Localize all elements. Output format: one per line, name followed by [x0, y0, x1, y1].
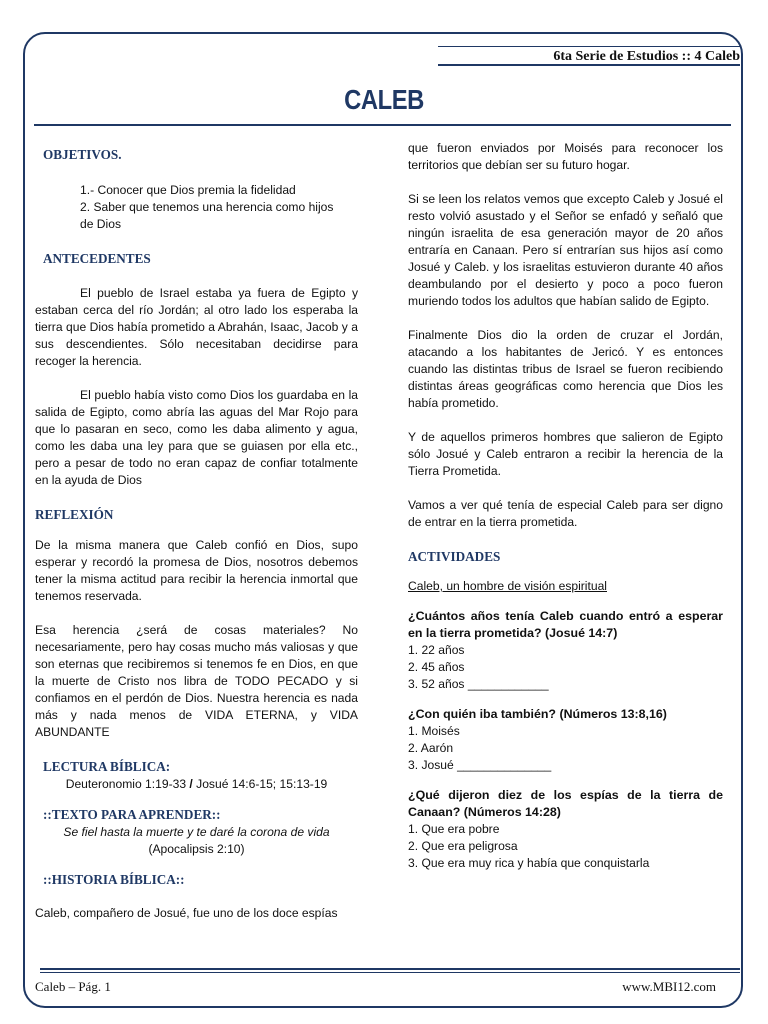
- footer-rule-thin: [40, 972, 740, 973]
- question-2: ¿Con quién iba también? (Números 13:8,16): [408, 707, 667, 721]
- question-3: ¿Qué dijeron diez de los espías de la tierra de Canaan? (Números 14:28): [408, 788, 723, 819]
- footer-website[interactable]: www.MBI12.com: [622, 979, 716, 994]
- objetivo-2: 2. Saber que tenemos una herencia como hijos de Dios: [80, 200, 334, 231]
- left-column: [35, 140, 358, 922]
- right-column: [408, 140, 723, 872]
- objetivo-1: 1.- Conocer que Dios premia la fidelidad: [80, 183, 296, 197]
- footer-page-label: Caleb – Pág. 1: [35, 979, 111, 994]
- question-2-option: 2. Aarón: [408, 741, 454, 755]
- question-3-option: 2. Que era peligrosa: [408, 839, 518, 853]
- memory-verse-reference: (Apocalipsis 2:10): [148, 842, 245, 856]
- historia-heading: ::HISTORIA BÍBLICA::: [43, 872, 185, 887]
- reflexion-paragraph-2: Esa herencia ¿será de cosas materiales? No necesariamente, pero hay cosas mucho más valiosas y que son eternas que recibiremos si tenemos fe en Dios, en que la muerte de Cristo nos libra de TODO PECADO y si confiamos en el perdón de Dios. Nuestra herencia es nada más y nada menos de VIDA ETERNA, y VIDA ABUNDANTE: [35, 623, 358, 739]
- series-header: 6ta Serie de Estudios :: 4 Caleb: [438, 46, 740, 66]
- historia-paragraph-3: Si se leen los relatos vemos que excepto Caleb y Josué el resto volvió asustado y el Señor se enfadó y señaló que ningún israelita de esa generación mayor de 20 años entraría en Canaan. Pero sí entrarían sus hijos así como Josué y Caleb. y los israelitas estuvieron durante 40 años deambulando por el desierto y poco a poco fueron muriendo todos los adultos que habían salido de Egipto.: [408, 192, 723, 308]
- title-rule: [34, 124, 731, 126]
- question-2-option: 1. Moisés: [408, 724, 460, 738]
- historia-paragraph-6: Vamos a ver qué tenía de especial Caleb para ser digno de entrar en la tierra prometida.: [408, 498, 723, 529]
- antecedentes-heading: ANTECEDENTES: [43, 251, 151, 266]
- footer-rule: [40, 968, 740, 970]
- memory-verse: Se fiel hasta la muerte y te daré la corona de vida: [63, 825, 330, 839]
- question-2-option: 3. Josué ______________: [408, 758, 552, 772]
- historia-paragraph-1: Caleb, compañero de Josué, fue uno de los doce espías: [35, 906, 338, 920]
- lectura-references: [35, 776, 358, 793]
- question-3-option: 3. Que era muy rica y había que conquistarla: [408, 856, 650, 870]
- antecedentes-paragraph-2: El pueblo había visto como Dios los guardaba en la salida de Egipto, como abría las aguas del Mar Rojo para que lo pasaran en seco, como les daba alimento y agua, como les daba una ley para que se guiasen por ella etc., pero a pesar de todo no eran capaz de confiar totalmente en la ayuda de Dios: [35, 388, 358, 487]
- page-title: CALEB: [344, 84, 424, 115]
- lectura-ref-a: Deuteronomio 1:19-33: [65, 777, 187, 791]
- reflexion-paragraph-1: De la misma manera que Caleb confió en Dios, supo esperar y recordó la promesa de Dios, nosotros debemos tener la misma actitud para recibir la herencia inmortal que tenemos reservada.: [35, 538, 358, 603]
- question-1-option: 1. 22 años: [408, 643, 465, 657]
- question-1-option: 3. 52 años ____________: [408, 677, 549, 691]
- reflexion-heading: REFLEXIÓN: [35, 507, 114, 522]
- lectura-separator: /: [186, 777, 197, 791]
- question-3-option: 1. Que era pobre: [408, 822, 500, 836]
- historia-paragraph-2: que fueron enviados por Moisés para reconocer los territorios que debían ser su futuro hogar.: [408, 141, 723, 172]
- actividades-subheading: Caleb, un hombre de visión espiritual: [408, 579, 607, 593]
- actividades-heading: ACTIVIDADES: [408, 549, 501, 564]
- question-1-option: 2. 45 años: [408, 660, 465, 674]
- question-1: ¿Cuántos años tenía Caleb cuando entró a esperar en la tierra prometida? (Josué 14:7): [408, 609, 723, 640]
- lectura-ref-b: Josué 14:6-15; 15:13-19: [196, 777, 328, 791]
- historia-paragraph-5: Y de aquellos primeros hombres que salieron de Egipto sólo Josué y Caleb entraron a recibir la herencia de la Tierra Prometida.: [408, 430, 723, 478]
- texto-heading: ::TEXTO PARA APRENDER::: [43, 807, 221, 822]
- antecedentes-paragraph-1: El pueblo de Israel estaba ya fuera de Egipto y estaban cerca del río Jordán; al otro lado los esperaba la tierra que Dios había prometido a Abrahán, Isaac, Jacob y a sus descendientes. Sólo necesitaban decidirse para recoger la herencia.: [35, 286, 358, 368]
- lectura-heading: LECTURA BÍBLICA:: [43, 759, 171, 774]
- historia-paragraph-4: Finalmente Dios dio la orden de cruzar el Jordán, atacando a los habitantes de Jericó. Y es entonces cuando las distintas tribus de Israel se fueron recibiendo distintas áreas geográficas como herencia que Dios les había prometido.: [408, 328, 723, 410]
- objetivos-heading: OBJETIVOS.: [43, 147, 122, 162]
- header-rule: [438, 64, 740, 66]
